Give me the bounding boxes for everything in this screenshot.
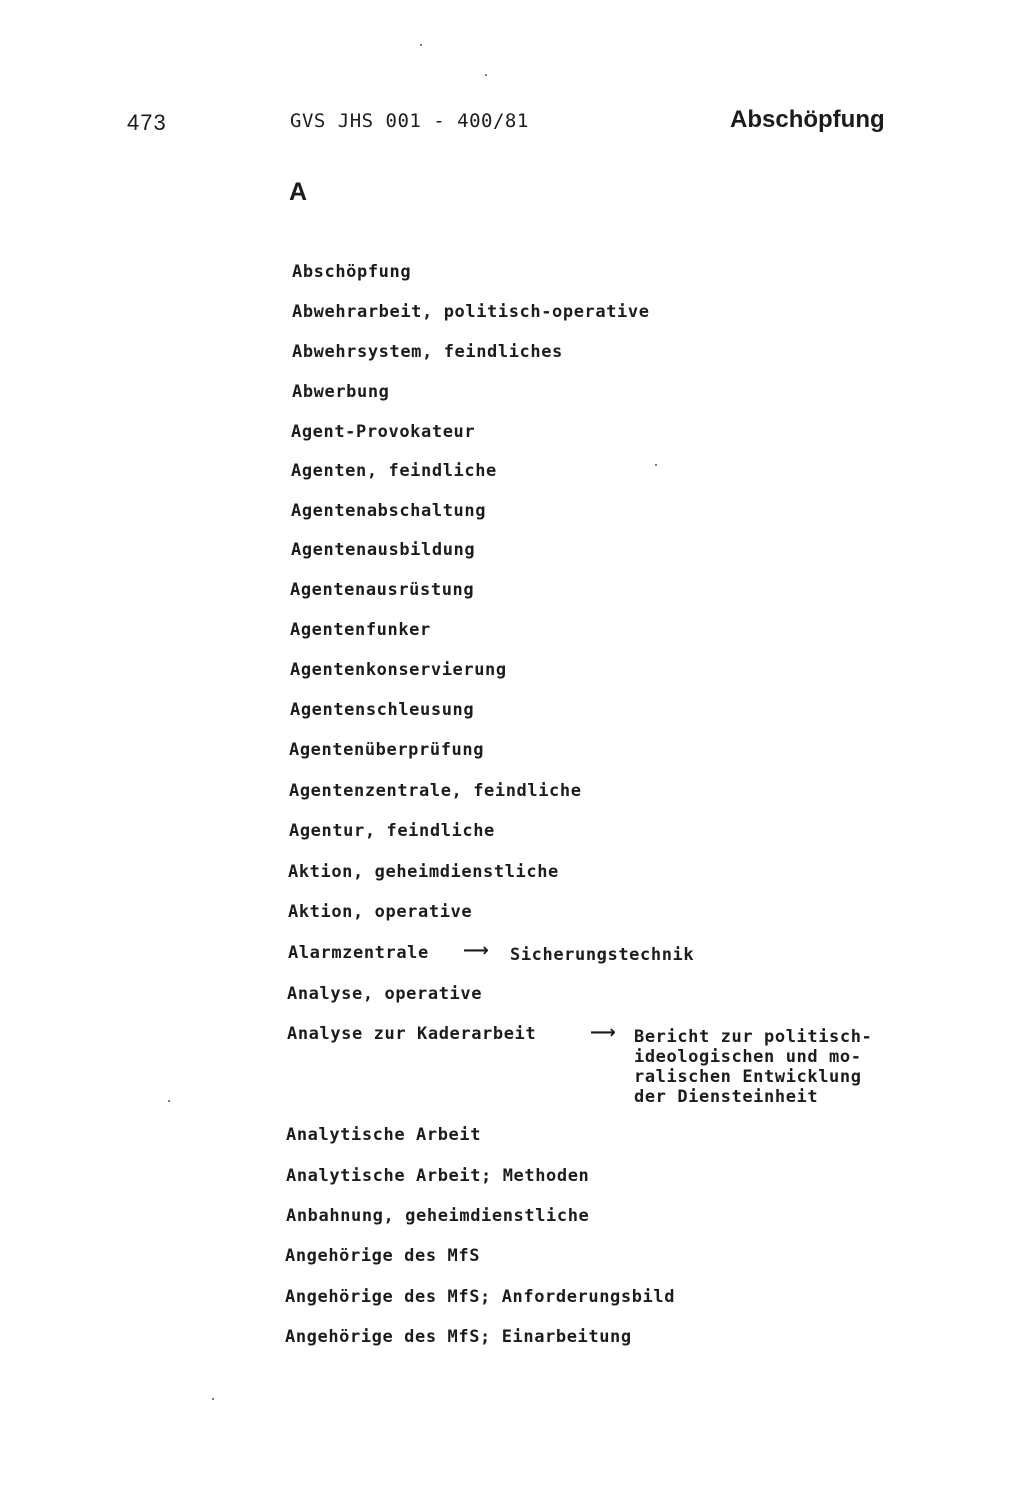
cross-reference-line: ideologischen und mo- xyxy=(634,1047,862,1067)
cross-reference-line: ralischen Entwicklung xyxy=(634,1067,862,1087)
index-entry: Abschöpfung xyxy=(292,262,412,282)
right-arrow-icon: ⟶ xyxy=(590,1022,616,1043)
index-entry: Analyse, operative xyxy=(287,984,483,1004)
index-entry: Agentenschleusung xyxy=(290,700,475,720)
index-entry: Aktion, operative xyxy=(288,902,473,922)
index-entry: Agentenfunker xyxy=(290,620,431,640)
index-entry: Agent-Provokateur xyxy=(291,422,476,442)
index-entry: Agentenausbildung xyxy=(291,540,476,560)
section-letter: A xyxy=(289,178,308,206)
index-entry: Abwehrsystem, feindliches xyxy=(292,342,563,362)
index-entry: Angehörige des MfS; Einarbeitung xyxy=(285,1327,632,1347)
index-entry: Agentenzentrale, feindliche xyxy=(289,781,582,801)
scan-speck xyxy=(212,1398,214,1400)
index-entry: Agentenabschaltung xyxy=(291,501,487,521)
index-entry: Anbahnung, geheimdienstliche xyxy=(286,1206,590,1226)
index-entry: Agentur, feindliche xyxy=(289,821,495,841)
index-entry: Analyse zur Kaderarbeit xyxy=(287,1024,537,1044)
scan-speck xyxy=(420,44,422,46)
index-entry: Agenten, feindliche xyxy=(291,461,497,481)
cross-reference-line: Bericht zur politisch- xyxy=(634,1027,873,1047)
index-entry: Abwehrarbeit, politisch-operative xyxy=(292,302,650,322)
index-entry: Analytische Arbeit; Methoden xyxy=(286,1166,590,1186)
index-entry: Angehörige des MfS; Anforderungsbild xyxy=(285,1287,676,1307)
running-head: Abschöpfung xyxy=(730,106,885,133)
scan-speck xyxy=(655,464,657,466)
cross-reference-line: der Diensteinheit xyxy=(634,1087,819,1107)
right-arrow-icon: ⟶ xyxy=(463,940,489,961)
index-entry: Aktion, geheimdienstliche xyxy=(288,862,559,882)
index-entry: Abwerbung xyxy=(292,382,390,402)
index-entry: Angehörige des MfS xyxy=(285,1246,481,1266)
cross-reference xyxy=(634,1027,872,1107)
index-entry: Analytische Arbeit xyxy=(286,1125,482,1145)
scan-speck xyxy=(168,1100,170,1102)
cross-reference: Sicherungstechnik xyxy=(510,945,695,965)
index-entry: Agentenausrüstung xyxy=(290,580,475,600)
page-number: 473 xyxy=(127,110,167,135)
index-entry: Alarmzentrale xyxy=(288,943,429,963)
index-entry: Agentenkonservierung xyxy=(290,660,507,680)
document-reference: GVS JHS 001 - 400/81 xyxy=(290,110,529,132)
index-entry: Agentenüberprüfung xyxy=(289,740,485,760)
scan-speck xyxy=(485,74,487,76)
